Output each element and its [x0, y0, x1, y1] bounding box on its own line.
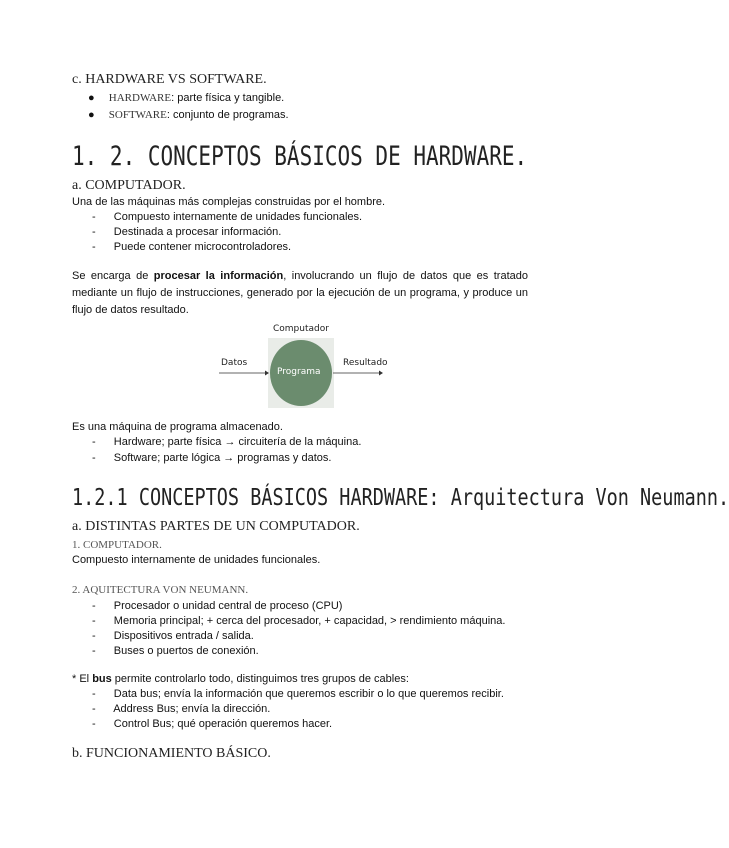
- subheading-arquitectura: 2. AQUITECTURA VON NEUMANN.: [72, 584, 249, 596]
- output-arrow: [333, 370, 383, 376]
- para-text-bold: procesar la información: [153, 270, 284, 282]
- diagram-input-label: Datos: [221, 358, 248, 368]
- section-a-heading: a. COMPUTADOR.: [72, 178, 186, 193]
- dash-marker: -: [92, 718, 96, 730]
- bullet-dot: ●: [88, 109, 95, 121]
- list-item-text: Software; parte lógica → programas y datos.: [113, 452, 332, 464]
- list-item-text: Memoria principal; + cerca del procesador, + capacidad, > rendimiento máquina.: [113, 615, 506, 627]
- list-item-text: Data bus; envía la información que queremos escribir o lo que queremos recibir.: [113, 688, 504, 700]
- list-item-text: Buses o puertos de conexión.: [113, 645, 259, 657]
- dash-marker: -: [92, 436, 96, 448]
- section-a-intro: Una de las máquinas más complejas construidas por el hombre.: [72, 196, 386, 208]
- dash-marker: -: [92, 615, 96, 627]
- bus-note-bold: bus: [92, 673, 112, 685]
- list-item-text: Hardware; parte física → circuitería de la máquina.: [113, 436, 362, 448]
- list-item: [92, 645, 259, 657]
- list-item: [92, 718, 332, 730]
- bus-note: [72, 673, 409, 685]
- dash-marker: -: [92, 211, 96, 223]
- heading-arquitectura-von-neumann: 1.2.1 CONCEPTOS BÁSICOS HARDWARE: Arquitectura Von Neumann.: [72, 485, 729, 512]
- list-item-text: Control Bus; qué operación queremos hacer.: [113, 718, 333, 730]
- list-item: [92, 211, 362, 223]
- list-item-text: Puede contener microcontroladores.: [113, 241, 292, 253]
- list-item: [92, 241, 291, 253]
- list-item: [92, 703, 270, 715]
- bus-note-before: * El: [72, 673, 93, 685]
- list-item-text: Destinada a procesar información.: [113, 226, 282, 238]
- input-arrow: [219, 370, 269, 376]
- list-item-text: Dispositivos entrada / salida.: [113, 630, 254, 642]
- term-hardware: HARDWARE: [108, 92, 172, 104]
- list-item: [92, 226, 281, 238]
- section-c-heading: c. HARDWARE VS SOFTWARE.: [72, 72, 267, 87]
- list-item-text: Procesador o unidad central de proceso (CPU): [113, 600, 343, 612]
- list-item: [92, 452, 331, 464]
- bus-note-after: permite controlarlo todo, distinguimos tres grupos de cables:: [111, 673, 409, 685]
- subheading-computador-text: Compuesto internamente de unidades funcionales.: [72, 554, 321, 566]
- list-item: [88, 109, 289, 121]
- para-text-after: , involucrando un flujo de datos que es tratado mediante un flujo de instrucciones, generado por la ejecución de un programa, y produce un flujo de datos resultado.: [72, 270, 528, 316]
- dash-marker: -: [92, 645, 96, 657]
- bullet-dot: ●: [88, 92, 95, 104]
- para-text-before: Se encarga de: [72, 270, 154, 282]
- section-partes-heading: a. DISTINTAS PARTES DE UN COMPUTADOR.: [72, 519, 360, 534]
- dash-marker: -: [92, 630, 96, 642]
- list-item: [92, 600, 342, 612]
- dash-marker: -: [92, 600, 96, 612]
- list-item: [92, 630, 254, 642]
- list-item-text: Compuesto internamente de unidades funcionales.: [113, 211, 363, 223]
- dash-marker: -: [92, 688, 96, 700]
- dash-marker: -: [92, 226, 96, 238]
- computador-diagram: [215, 322, 390, 412]
- term-software: SOFTWARE: [108, 109, 167, 121]
- term-software-text: : conjunto de programas.: [166, 109, 289, 121]
- diagram-output-label: Resultado: [343, 358, 388, 368]
- subheading-computador: 1. COMPUTADOR.: [72, 539, 162, 551]
- list-item: [88, 92, 284, 104]
- section-a2-intro: Es una máquina de programa almacenado.: [72, 421, 283, 433]
- list-item: [92, 436, 361, 448]
- section-b-heading: b. FUNCIONAMIENTO BÁSICO.: [72, 746, 271, 761]
- list-item-text: Address Bus; envía la dirección.: [113, 703, 271, 715]
- list-item: [92, 615, 505, 627]
- list-item: [92, 688, 504, 700]
- section-a-paragraph: [72, 268, 528, 319]
- dash-marker: -: [92, 703, 96, 715]
- diagram-title: Computador: [273, 324, 329, 334]
- dash-marker: -: [92, 241, 96, 253]
- diagram-center-label: Programa: [277, 367, 321, 377]
- heading-conceptos-basicos: 1. 2. CONCEPTOS BÁSICOS DE HARDWARE.: [72, 141, 528, 171]
- dash-marker: -: [92, 452, 96, 464]
- term-hardware-text: : parte física y tangible.: [171, 92, 285, 104]
